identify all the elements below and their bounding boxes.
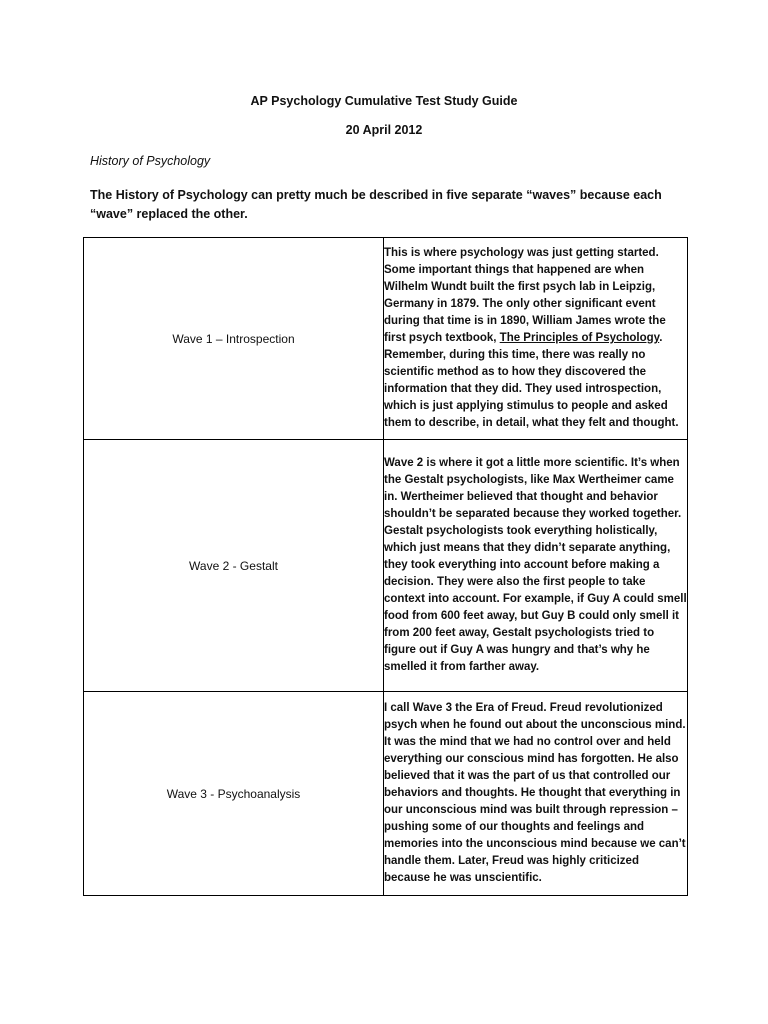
wave-name-cell xyxy=(84,440,384,692)
wave-description-text: Wave 2 is where it got a little more scientific. It’s when the Gestalt psychologists, like Max Wertheimer came in. Wertheimer believed that thought and behavior shouldn’t be separated because they worked together. Gestalt psychologists took everything holistically, which just means that they didn’t separate anything, they took everything into account before making a decision. They were also the first people to take context into account. For example, if Guy A could smell food from 600 feet away, but Guy B could only smell it from 200 feet away, Gestalt psychologists tried to figure out if Guy A was hungry and that’s why he smelled it from farther away. xyxy=(384,457,687,673)
wave-description-cell xyxy=(384,440,688,692)
wave-description-text: This is where psychology was just getting started. Some important things that happened are when Wilhelm Wundt built the first psych lab in Leipzig, Germany in 1879. The only other significant event during that time is in 1890, William James wrote the first psych textbook, xyxy=(384,247,666,344)
wave-name: Wave 2 - Gestalt xyxy=(189,558,278,573)
table-row xyxy=(84,440,688,692)
table-row xyxy=(84,692,688,896)
waves-table xyxy=(83,237,688,896)
section-heading: History of Psychology xyxy=(90,154,211,168)
document-date: 20 April 2012 xyxy=(345,123,423,137)
wave-name-cell xyxy=(84,692,384,896)
intro-paragraph: The History of Psychology can pretty much be described in five separate “waves” because each “wave” replaced the other. xyxy=(90,188,662,221)
wave-description-text: I call Wave 3 the Era of Freud. Freud revolutionized psych when he found out about the unconscious mind. It was the mind that we had no control over and held everything our conscious mind has forgotten. He also believed that it was the part of us that controlled our behaviors and thoughts. He thought that everything in our unconscious mind was built through repression – pushing some of our thoughts and feelings and memories into the unconscious mind because we can’t handle them. Later, Freud was highly criticized because he was unscientific. xyxy=(384,702,686,884)
wave-description-cell xyxy=(384,238,688,440)
wave-name: Wave 3 - Psychoanalysis xyxy=(166,786,301,801)
wave-name: Wave 1 – Introspection xyxy=(172,331,295,346)
wave-name-cell xyxy=(84,238,384,440)
table-row xyxy=(84,238,688,440)
textbook-title: The Principles of Psychology xyxy=(499,332,660,344)
wave-description-text: . Remember, during this time, there was really no scientific method as to how they discovered the information that they did. They used introspection, which is just applying stimulus to people and asked them to describe, in detail, what they felt and thought. xyxy=(384,332,679,429)
document-title: AP Psychology Cumulative Test Study Guide xyxy=(250,94,518,108)
wave-description-cell xyxy=(384,692,688,896)
